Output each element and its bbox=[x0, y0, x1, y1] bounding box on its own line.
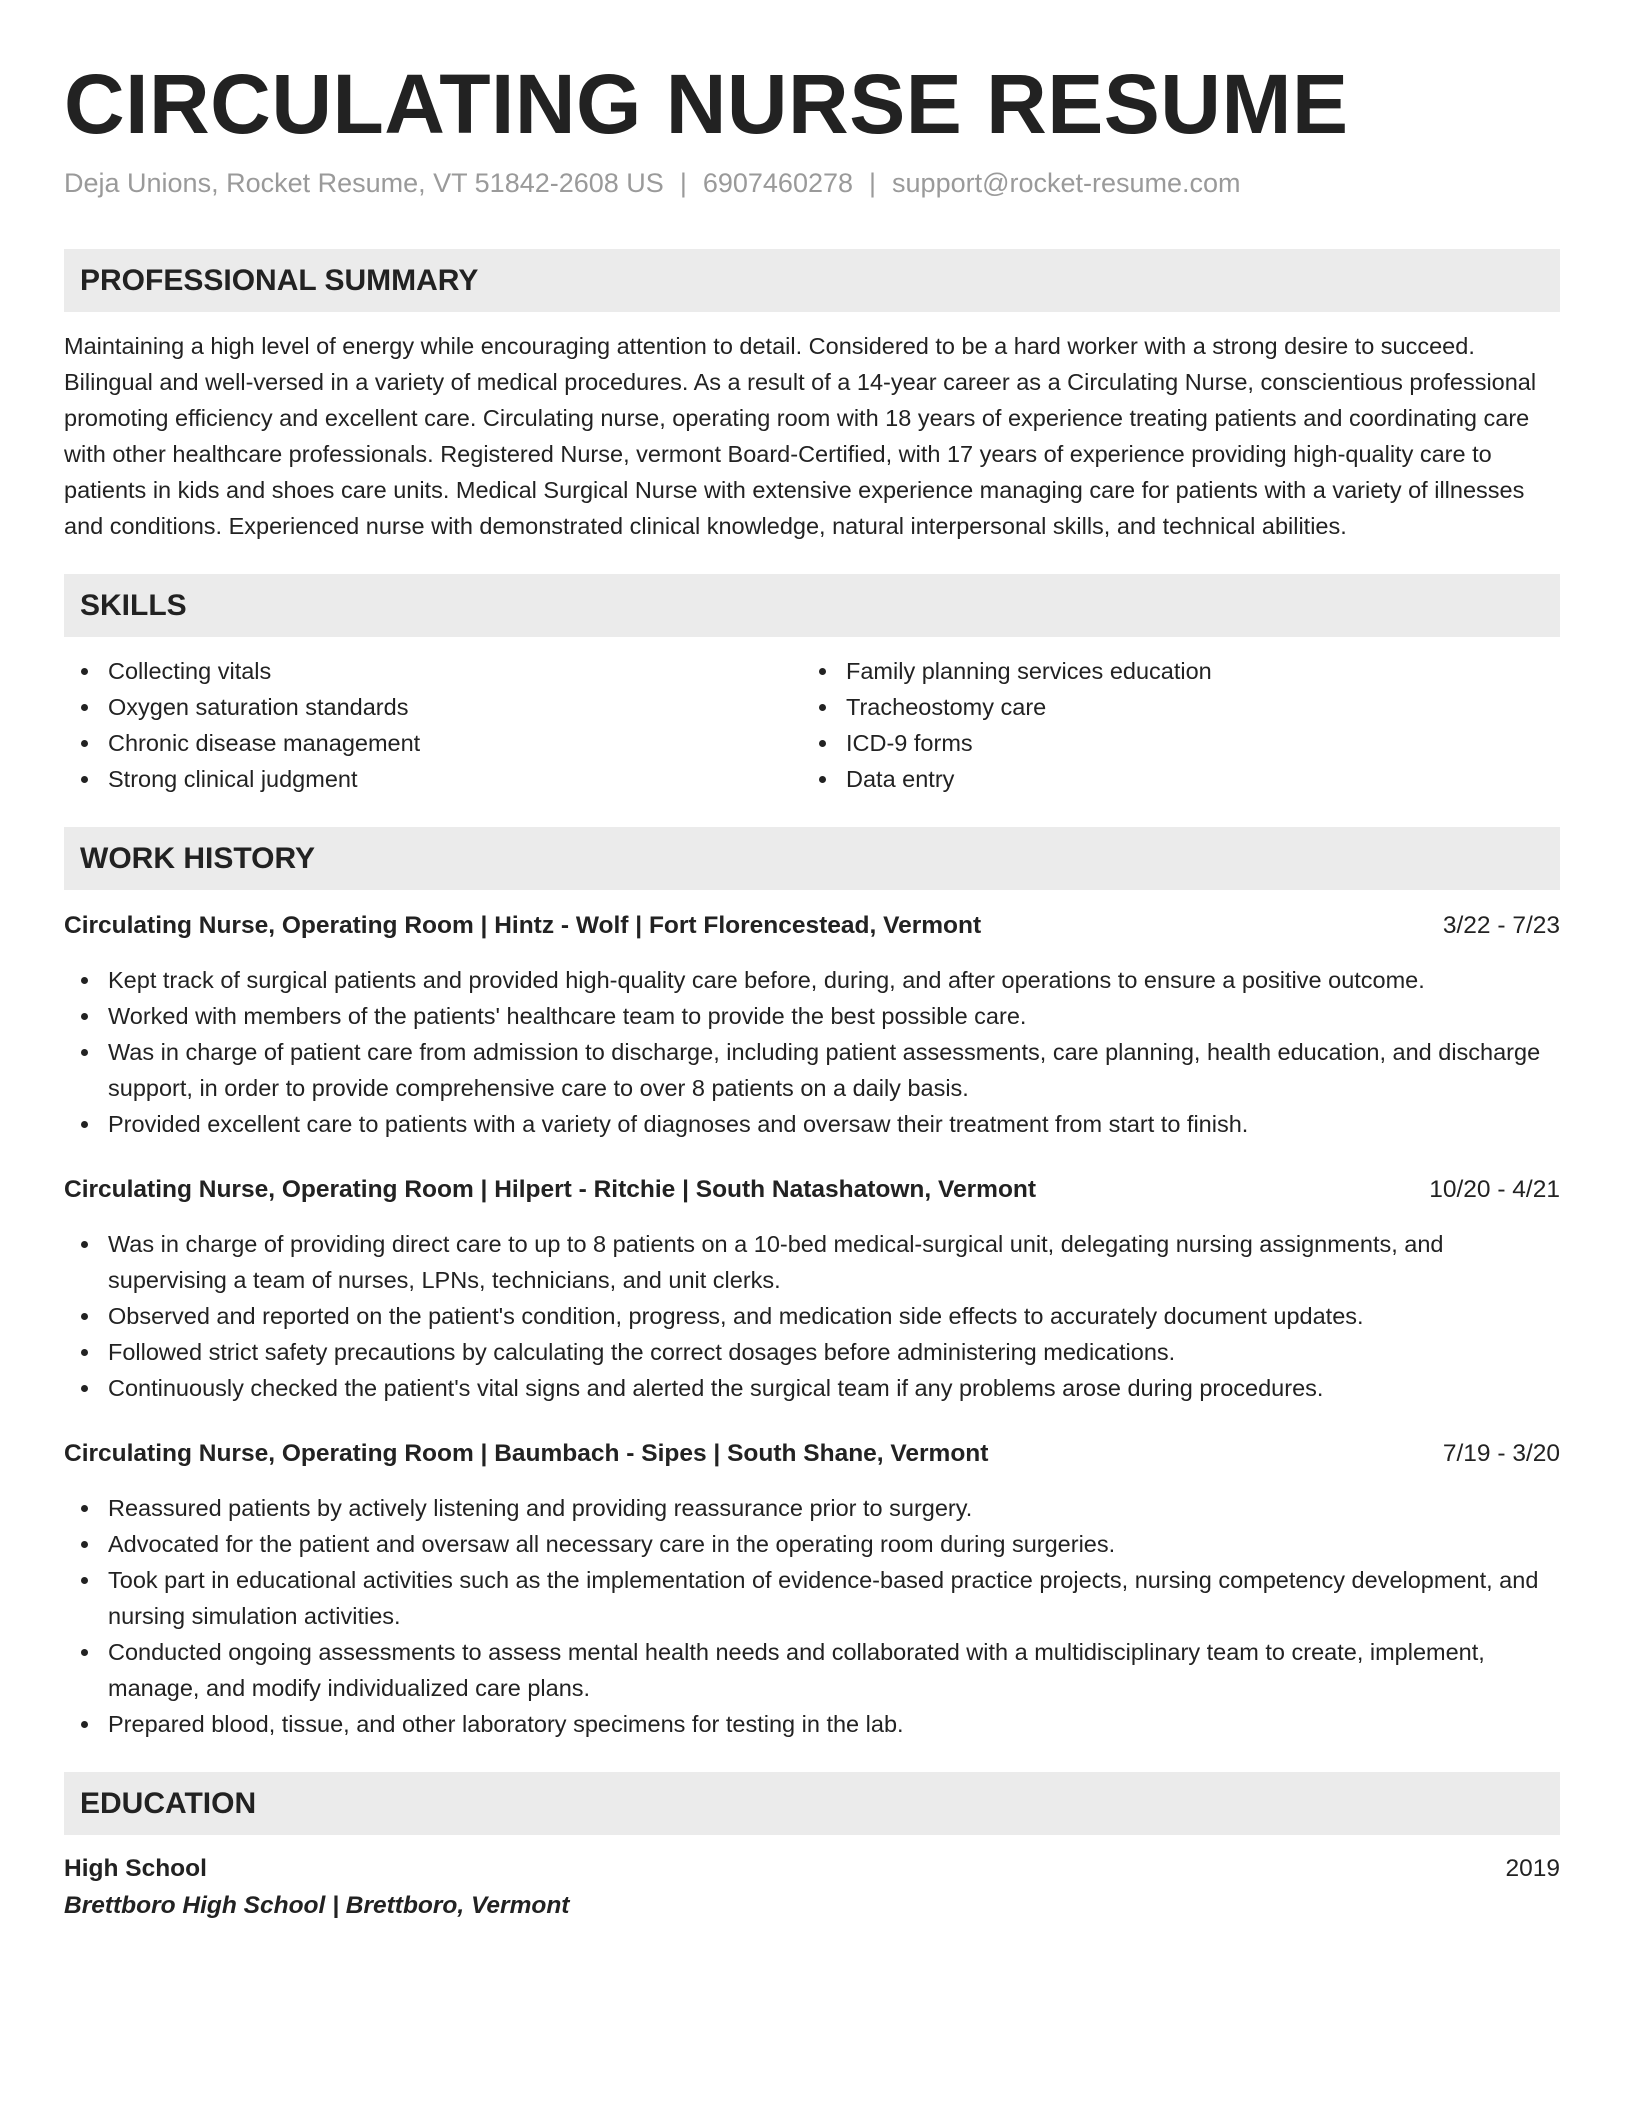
education-school: Brettboro High School | Brettboro, Vermont bbox=[64, 1892, 570, 1919]
contact-phone: 6907460278 bbox=[702, 168, 854, 198]
job-bullet: Kept track of surgical patients and provided high-quality care before, during, and after operations to ensure a positive outcome. bbox=[64, 962, 1560, 998]
job-entry bbox=[64, 1172, 1560, 1406]
skill-item: Family planning services education bbox=[802, 653, 1540, 689]
job-title: Circulating Nurse, Operating Room | Baumbach - Sipes | South Shane, Vermont bbox=[64, 1440, 989, 1467]
job-bullet: Advocated for the patient and oversaw all necessary care in the operating room during surgeries. bbox=[64, 1526, 1560, 1562]
skill-item: Tracheostomy care bbox=[802, 689, 1540, 725]
summary-text: Maintaining a high level of energy while encouraging attention to detail. Considered to be a hard worker with a strong desire to succeed. Bilingual and well-versed in a variety of medical procedures. As a result of a 14-year career as a Circulating Nurse, conscientious professional promoting efficiency and excellent care. Circulating nurse, operating room with 18 years of experience treating patients and coordinating care with other healthcare professionals. Registered Nurse, vermont Board-Certified, with 17 years of experience providing high-quality care to patients in kids and shoes care units. Medical Surgical Nurse with extensive experience managing care for patients with a variety of illnesses and conditions. Experienced nurse with demonstrated clinical knowledge, natural interpersonal skills, and technical abilities. bbox=[64, 333, 1537, 539]
section-heading-education: EDUCATION bbox=[64, 1772, 1560, 1835]
skill-item: ICD-9 forms bbox=[802, 725, 1540, 761]
section-heading-work-history: WORK HISTORY bbox=[64, 827, 1560, 890]
job-bullet: Was in charge of patient care from admission to discharge, including patient assessments, care planning, health education, and discharge support, in order to provide comprehensive care to over 8 patients on a daily basis. bbox=[64, 1034, 1560, 1106]
job-dates: 7/19 - 3/20 bbox=[1442, 1440, 1560, 1467]
contact-separator: | bbox=[679, 168, 687, 198]
job-bullet: Worked with members of the patients' healthcare team to provide the best possible care. bbox=[64, 998, 1560, 1034]
section-heading-summary: PROFESSIONAL SUMMARY bbox=[64, 249, 1560, 312]
job-title: Circulating Nurse, Operating Room | Hilpert - Ritchie | South Natashatown, Vermont bbox=[64, 1176, 1037, 1203]
resume-page bbox=[64, 56, 1560, 1925]
job-bullets bbox=[64, 1226, 1560, 1406]
contact-separator: | bbox=[869, 168, 877, 198]
section-heading-skills: SKILLS bbox=[64, 574, 1560, 637]
contact-email: support@rocket-resume.com bbox=[892, 168, 1241, 198]
skill-item: Data entry bbox=[802, 761, 1540, 797]
job-bullet: Prepared blood, tissue, and other laboratory specimens for testing in the lab. bbox=[64, 1706, 1560, 1742]
skills-column-left bbox=[64, 653, 802, 797]
job-bullets bbox=[64, 962, 1560, 1142]
skill-item: Oxygen saturation standards bbox=[64, 689, 802, 725]
education-degree: High School bbox=[64, 1855, 207, 1882]
job-bullets bbox=[64, 1490, 1560, 1742]
skill-item: Strong clinical judgment bbox=[64, 761, 802, 797]
skills-column-right bbox=[802, 653, 1540, 797]
job-bullet: Continuously checked the patient's vital signs and alerted the surgical team if any problems arose during procedures. bbox=[64, 1370, 1560, 1406]
job-header bbox=[64, 908, 1560, 944]
resume-title: CIRCULATING NURSE RESUME bbox=[64, 57, 1349, 151]
job-bullet: Followed strict safety precautions by calculating the correct dosages before administering medications. bbox=[64, 1334, 1560, 1370]
job-bullet: Provided excellent care to patients with a variety of diagnoses and oversaw their treatment from start to finish. bbox=[64, 1106, 1560, 1142]
job-bullet: Reassured patients by actively listening and providing reassurance prior to surgery. bbox=[64, 1490, 1560, 1526]
job-bullet: Was in charge of providing direct care to up to 8 patients on a 10-bed medical-surgical unit, delegating nursing assignments, and supervising a team of nurses, LPNs, technicians, and unit clerks. bbox=[64, 1226, 1560, 1298]
skill-item: Collecting vitals bbox=[64, 653, 802, 689]
job-entry bbox=[64, 1436, 1560, 1742]
skills-list bbox=[64, 653, 1560, 797]
job-header bbox=[64, 1172, 1560, 1208]
job-bullet: Observed and reported on the patient's condition, progress, and medication side effects to accurately document updates. bbox=[64, 1298, 1560, 1334]
education-header bbox=[64, 1851, 1560, 1887]
education-year: 2019 bbox=[1505, 1855, 1560, 1882]
job-dates: 10/20 - 4/21 bbox=[1429, 1176, 1560, 1203]
contact-line bbox=[64, 166, 1560, 200]
skill-item: Chronic disease management bbox=[64, 725, 802, 761]
job-header bbox=[64, 1436, 1560, 1472]
education-entry bbox=[64, 1851, 1560, 1925]
job-bullet: Took part in educational activities such as the implementation of evidence-based practice projects, nursing competency development, and nursing simulation activities. bbox=[64, 1562, 1560, 1634]
job-bullet: Conducted ongoing assessments to assess mental health needs and collaborated with a multidisciplinary team to create, implement, manage, and modify individualized care plans. bbox=[64, 1634, 1560, 1706]
contact-address: Deja Unions, Rocket Resume, VT 51842-2608 US bbox=[64, 168, 664, 198]
job-title: Circulating Nurse, Operating Room | Hintz - Wolf | Fort Florencestead, Vermont bbox=[64, 912, 982, 939]
job-entry bbox=[64, 908, 1560, 1142]
job-dates: 3/22 - 7/23 bbox=[1442, 912, 1560, 939]
